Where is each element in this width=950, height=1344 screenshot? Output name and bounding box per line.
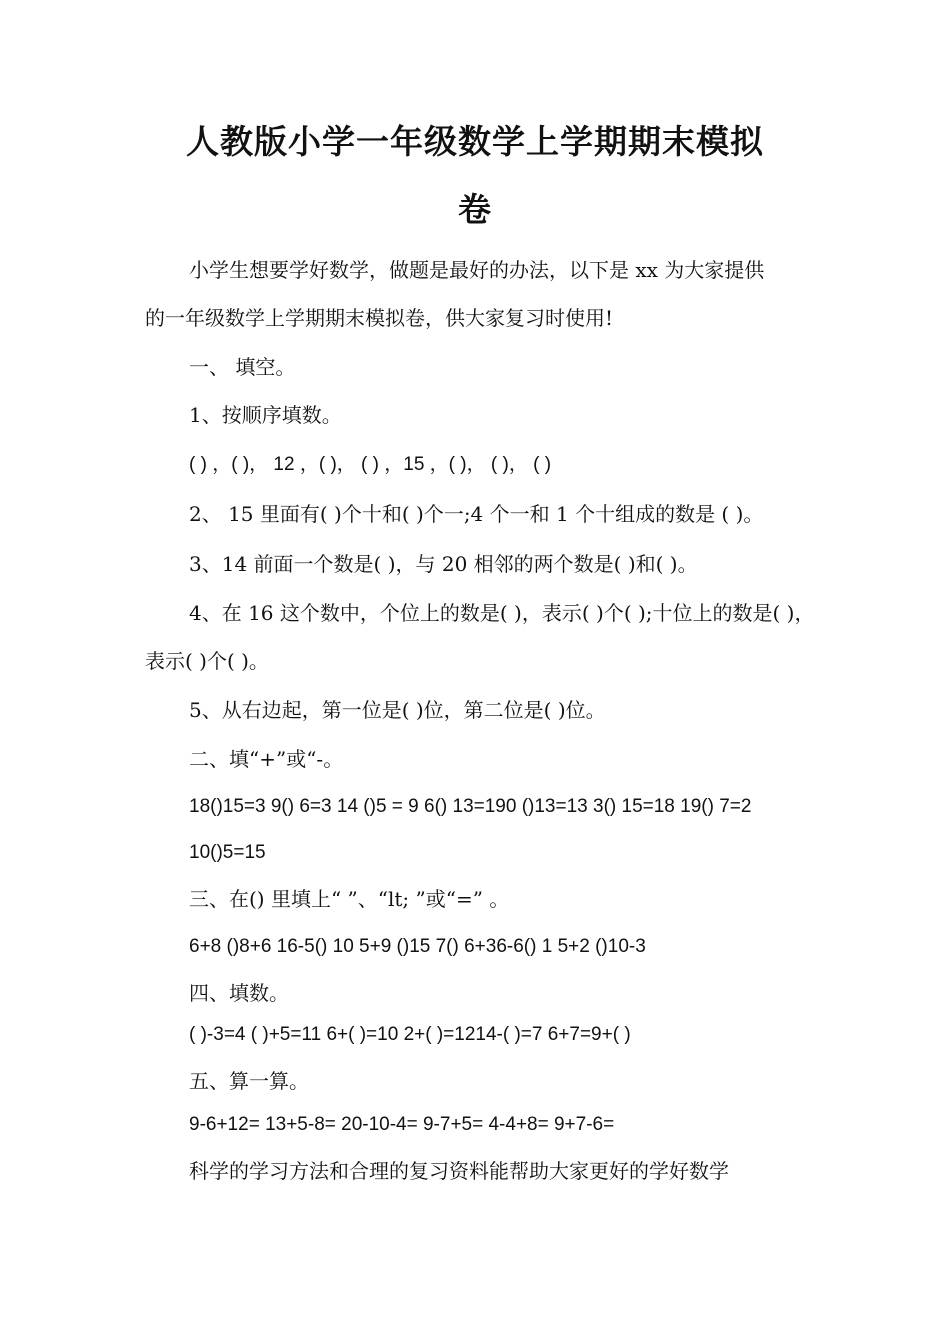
question-4-text-line-1: 4、在 16 这个数中，个位上的数是( )，表示( )个( );十位上的数是( )，: [189, 601, 815, 625]
section-2-equations-line-2: 10()5=15: [189, 842, 266, 863]
section-2-equations-line-1: 18()15=3 9() 6=3 14 ()5 = 9 6() 13=190 ()13=13 3() 15=18 19() 7=2: [189, 796, 752, 817]
section-1-heading: 一、 填空。: [189, 355, 296, 379]
intro-paragraph-line-1: 小学生想要学好数学，做题是最好的办法，以下是 xx 为大家提供: [189, 258, 765, 282]
question-1-text: 1、按顺序填数。: [189, 403, 342, 427]
question-4-text-line-2: 表示( )个( )。: [145, 649, 269, 673]
question-2-text: 2、 15 里面有( )个十和( )个一;4 个一和 1 个十组成的数是 ( )。: [189, 502, 764, 526]
document-title-line-2: 卷: [458, 190, 492, 229]
section-3-heading: 三、在() 里填上“ ”、“lt; ”或“=” 。: [189, 887, 510, 911]
section-5-calculations: 9-6+12= 13+5-8= 20-10-4= 9-7+5= 4-4+8= 9+7-6=: [189, 1114, 615, 1135]
closing-paragraph: 科学的学习方法和合理的复习资料能帮助大家更好的学好数学: [189, 1159, 729, 1183]
section-3-comparisons: 6+8 ()8+6 16-5() 10 5+9 ()15 7() 6+36-6() 1 5+2 ()10-3: [189, 936, 646, 957]
section-4-heading: 四、填数。: [189, 981, 289, 1005]
section-2-heading: 二、填“+”或“-。: [189, 747, 344, 771]
question-3-text: 3、14 前面一个数是( )，与 20 相邻的两个数是( )和( )。: [189, 552, 698, 576]
section-4-equations: ( )-3=4 ( )+5=11 6+( )=10 2+( )=1214-( )=7 6+7=9+( ): [189, 1024, 631, 1045]
question-1-blanks: ( ) ，( )， 12 ，( )， ( ) ，15 ，( )， ( )， ( ): [189, 454, 552, 475]
section-5-heading: 五、算一算。: [189, 1069, 309, 1093]
question-5-text: 5、从右边起，第一位是( )位，第二位是( )位。: [189, 698, 606, 722]
document-title-line-1: 人教版小学一年级数学上学期期末模拟: [186, 122, 764, 161]
intro-paragraph-line-2: 的一年级数学上学期期末模拟卷，供大家复习时使用!: [145, 306, 614, 330]
